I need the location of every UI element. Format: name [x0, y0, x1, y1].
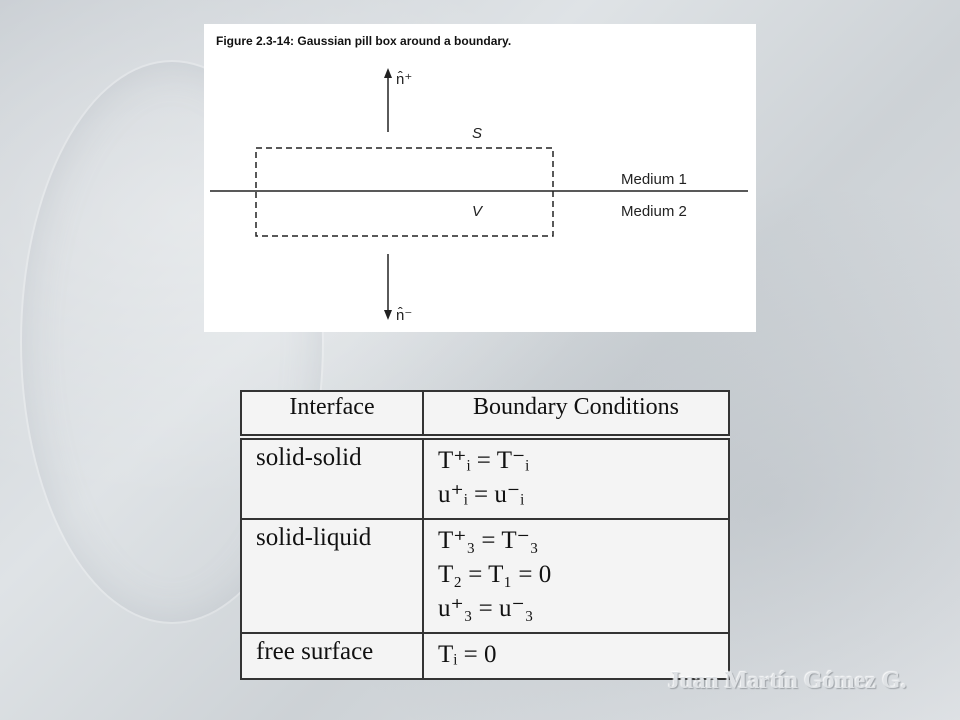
table-row — [241, 437, 729, 519]
interface-cell: solid-liquid — [241, 519, 423, 633]
normal-down-label: n̂⁻ — [396, 307, 413, 324]
interface-cell: solid-solid — [241, 437, 423, 519]
medium2-label: Medium 2 — [621, 203, 687, 220]
volume-label: V — [472, 203, 483, 220]
conditions-cell — [423, 519, 729, 633]
surface-label: S — [472, 125, 483, 142]
equation: T₂ = T₁ = 0 — [438, 561, 552, 588]
arrow-up-head — [384, 68, 392, 78]
equation: Tᵢ = 0 — [438, 641, 497, 668]
table-row — [241, 633, 729, 679]
normal-up-label: n̂⁺ — [396, 71, 413, 88]
table-row — [241, 519, 729, 633]
figure-panel — [204, 24, 756, 332]
equation: u⁺ᵢ = u⁻ᵢ — [438, 481, 525, 508]
header-interface: Interface — [241, 391, 423, 437]
medium1-label: Medium 1 — [621, 171, 687, 188]
conditions-cell — [423, 437, 729, 519]
equation: T⁺₃ = T⁻₃ — [438, 527, 539, 554]
interface-cell: free surface — [241, 633, 423, 679]
boundary-conditions-table — [240, 390, 730, 680]
author-watermark: Juan Martín Gómez G. — [668, 668, 907, 694]
header-boundary-conditions: Boundary Conditions — [423, 391, 729, 437]
equation: T⁺ᵢ = T⁻ᵢ — [438, 447, 530, 474]
table-header-row — [241, 391, 729, 437]
arrow-down-head — [384, 310, 392, 320]
pillbox-rect — [256, 148, 553, 236]
pillbox-diagram — [204, 24, 756, 332]
figure-title: Figure 2.3-14: Gaussian pill box around a boundary. — [216, 34, 512, 48]
equation: u⁺₃ = u⁻₃ — [438, 595, 534, 622]
